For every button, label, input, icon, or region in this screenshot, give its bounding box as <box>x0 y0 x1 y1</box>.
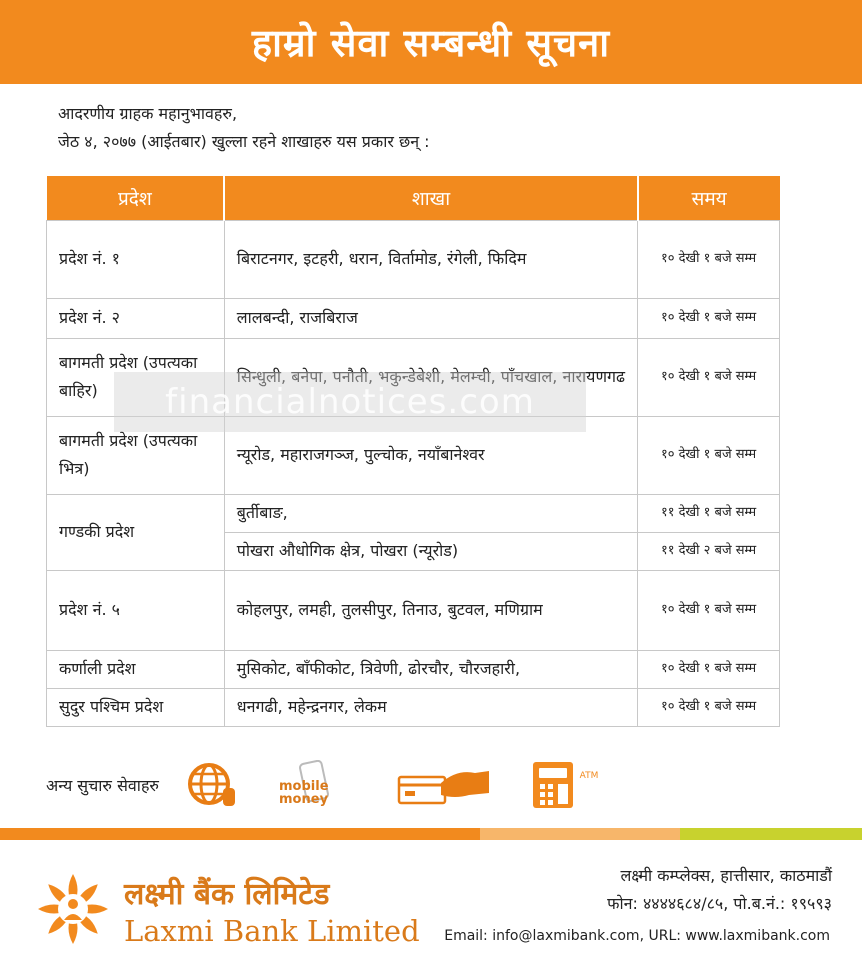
greeting: आदरणीय ग्राहक महानुभावहरु, <box>58 104 238 123</box>
phone: फोन: ४४४४६८४/८५, पो.ब.नं.: १९५९३ <box>607 894 832 913</box>
branch-cell: धनगढी, महेन्द्रनगर, लेकम <box>224 688 637 726</box>
table-header-row <box>47 176 780 220</box>
watermark: financialnotices.com <box>114 372 586 432</box>
laxmi-logo-icon <box>32 868 114 954</box>
time-cell: १० देखी १ बजे सम्म <box>638 688 780 726</box>
branch-cell: बुर्तीबाङ, <box>224 494 637 532</box>
table-row <box>47 494 780 532</box>
time-cell: १० देखी १ बजे सम्म <box>638 416 780 494</box>
header-province: प्रदेश <box>47 176 225 220</box>
footer-strip-light <box>480 828 680 840</box>
table-row <box>47 570 780 650</box>
time-cell: १० देखी १ बजे सम्म <box>638 220 780 298</box>
province-cell: प्रदेश नं. १ <box>47 220 225 298</box>
province-cell: प्रदेश नं. २ <box>47 298 225 338</box>
time-cell: ११ देखी २ बजे सम्म <box>638 532 780 570</box>
brand-name-english: Laxmi Bank Limited <box>124 914 420 948</box>
branch-cell: मुसिकोट, बाँफीकोट, त्रिवेणी, ढोरचौर, चौरजहारी, <box>224 650 637 688</box>
branch-cell: बिराटनगर, इटहरी, धरान, विर्तामोड, रंगेली, फिदिम <box>224 220 637 298</box>
time-cell: १० देखी १ बजे सम्म <box>638 298 780 338</box>
address-block <box>607 862 832 918</box>
branch-cell: न्यूरोड, महाराजगञ्ज, पुल्चोक, नयाँबानेश्वर <box>224 416 637 494</box>
header-branch: शाखा <box>224 176 637 220</box>
footer-strip-lime <box>680 828 862 840</box>
intro-line: जेठ ४, २०७७ (आईतबार) खुल्ला रहने शाखाहरु यस प्रकार छन् : <box>58 132 430 151</box>
province-cell: बागमती प्रदेश (उपत्यका बाहिर) <box>47 338 225 416</box>
notice-header <box>0 0 862 84</box>
mobile-money-label: mobile money <box>279 779 329 807</box>
province-cell: प्रदेश नं. ५ <box>47 570 225 650</box>
mobile-money-icon <box>279 760 359 810</box>
time-cell: १० देखी १ बजे सम्म <box>638 338 780 416</box>
time-cell: १० देखी १ बजे सम्म <box>638 650 780 688</box>
province-cell: गण्डकी प्रदेश <box>47 494 225 570</box>
internet-banking-icon <box>185 760 241 810</box>
atm-label: ATM <box>579 771 599 781</box>
table-row <box>47 688 780 726</box>
branch-cell: पोखरा औधोगिक क्षेत्र, पोखरा (न्यूरोड) <box>224 532 637 570</box>
card-payment-icon <box>397 763 493 807</box>
time-cell: ११ देखी १ बजे सम्म <box>638 494 780 532</box>
header-time: समय <box>638 176 780 220</box>
contact-line: Email: info@laxmibank.com, URL: www.laxmibank.com <box>444 928 830 944</box>
services-label: अन्य सुचारु सेवाहरु <box>46 776 160 795</box>
branch-cell: कोहलपुर, लमही, तुलसीपुर, तिनाउ, बुटवल, मणिग्राम <box>224 570 637 650</box>
notice-title: हाम्रो सेवा सम्बन्धी सूचना <box>251 21 611 65</box>
province-cell: बागमती प्रदेश (उपत्यका भित्र) <box>47 416 225 494</box>
brand-name-nepali: लक्ष्मी बैंक लिमिटेड <box>124 877 330 912</box>
branch-cell: लालबन्दी, राजबिराज <box>224 298 637 338</box>
province-cell: कर्णाली प्रदेश <box>47 650 225 688</box>
intro-text <box>58 100 430 156</box>
other-services <box>46 760 746 810</box>
branch-cell: सिन्धुली, बनेपा, पनौती, भकुन्डेबेशी, मेलम्ची, पाँचखाल, नारायणगढ <box>224 338 637 416</box>
address: लक्ष्मी कम्प्लेक्स, हात्तीसार, काठमाडौं <box>620 866 832 885</box>
table-row <box>47 650 780 688</box>
province-cell: सुदुर पश्चिम प्रदेश <box>47 688 225 726</box>
time-cell: १० देखी १ बजे सम्म <box>638 570 780 650</box>
branch-table <box>46 176 780 727</box>
atm-icon <box>531 760 575 810</box>
footer-strip-orange <box>0 828 480 840</box>
table-row <box>47 220 780 298</box>
table-row <box>47 298 780 338</box>
